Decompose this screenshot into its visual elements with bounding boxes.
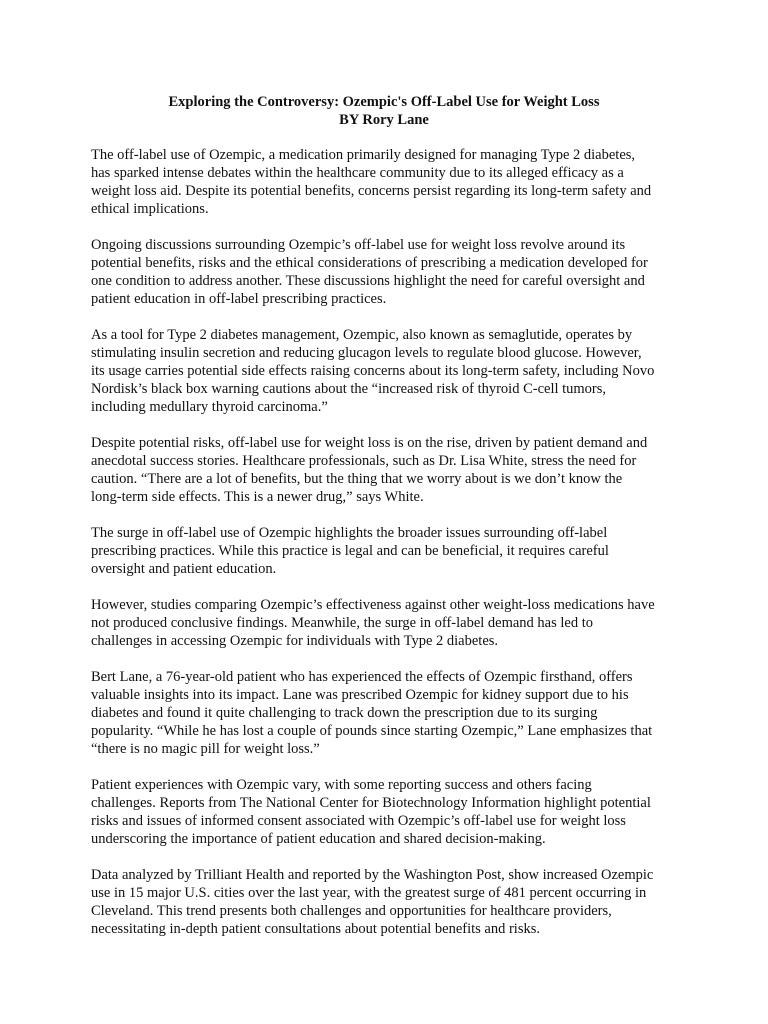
text-line: Bert Lane, a 76-year-old patient who has experienced the effects of Ozempic firsthand, offers xyxy=(91,669,633,685)
text-line: necessitating in-depth patient consultations about potential benefits and risks. xyxy=(91,921,540,937)
text-line: Cleveland. This trend presents both challenges and opportunities for healthcare providers, xyxy=(91,903,612,919)
text-line: risks and issues of informed consent associated with Ozempic’s off-label use for weight loss xyxy=(91,813,626,829)
paragraph-4 xyxy=(91,434,691,506)
text-line: not produced conclusive findings. Meanwhile, the surge in off-label demand has led to xyxy=(91,615,594,631)
text-line: oversight and patient education. xyxy=(91,561,277,577)
text-line: anecdotal success stories. Healthcare professionals, such as Dr. Lisa White, stress the need for xyxy=(91,453,637,469)
paragraph-7 xyxy=(91,668,691,758)
text-line: diabetes and found it quite challenging to track down the prescription due to its surging xyxy=(91,705,598,721)
text-line: popularity. “While he has lost a couple of pounds since starting Ozempic,” Lane emphasizes that xyxy=(91,723,653,739)
text-line: Patient experiences with Ozempic vary, with some reporting success and others facing xyxy=(91,777,592,793)
paragraph-6 xyxy=(91,596,691,650)
text-line: challenges. Reports from The National Center for Biotechnology Information highlight potential xyxy=(91,795,651,811)
text-line: long-term side effects. This is a newer drug,” says White. xyxy=(91,489,424,505)
text-line: Nordisk’s black box warning cautions about the “increased risk of thyroid C-cell tumors, xyxy=(91,381,607,397)
text-line: weight loss aid. Despite its potential benefits, concerns persist regarding its long-term safety and xyxy=(91,183,652,199)
paragraph-9 xyxy=(91,866,691,938)
article-title: Exploring the Controversy: Ozempic's Off-Label Use for Weight Loss xyxy=(168,94,600,110)
paragraph-1 xyxy=(91,146,691,218)
text-line: caution. “There are a lot of benefits, but the thing that we worry about is we don’t know the xyxy=(91,471,623,487)
text-line: The off-label use of Ozempic, a medication primarily designed for managing Type 2 diabetes, xyxy=(91,147,636,163)
text-line: As a tool for Type 2 diabetes management, Ozempic, also known as semaglutide, operates by xyxy=(91,327,633,343)
text-line: Ongoing discussions surrounding Ozempic’s off-label use for weight loss revolve around its xyxy=(91,237,626,253)
paragraph-3 xyxy=(91,326,691,416)
article-body xyxy=(91,146,691,956)
text-line: ethical implications. xyxy=(91,201,209,217)
text-line: prescribing practices. While this practice is legal and can be beneficial, it requires careful xyxy=(91,543,609,559)
text-line: its usage carries potential side effects raising concerns about its long-term safety, including Novo xyxy=(91,363,655,379)
text-line: one condition to address another. These discussions highlight the need for careful oversight and xyxy=(91,273,645,289)
text-line: use in 15 major U.S. cities over the last year, with the greatest surge of 481 percent occurring in xyxy=(91,885,647,901)
article-byline: BY Rory Lane xyxy=(339,112,429,128)
text-line: The surge in off-label use of Ozempic highlights the broader issues surrounding off-label xyxy=(91,525,608,541)
text-line: challenges in accessing Ozempic for individuals with Type 2 diabetes. xyxy=(91,633,499,649)
article-header xyxy=(60,93,708,129)
text-line: However, studies comparing Ozempic’s effectiveness against other weight-loss medications have xyxy=(91,597,655,613)
text-line: “there is no magic pill for weight loss.” xyxy=(91,741,320,757)
text-line: underscoring the importance of patient education and shared decision-making. xyxy=(91,831,546,847)
text-line: Data analyzed by Trilliant Health and reported by the Washington Post, show increased Ozempic xyxy=(91,867,654,883)
text-line: patient education in off-label prescribing practices. xyxy=(91,291,387,307)
paragraph-8 xyxy=(91,776,691,848)
text-line: stimulating insulin secretion and reducing glucagon levels to regulate blood glucose. However, xyxy=(91,345,642,361)
text-line: potential benefits, risks and the ethical considerations of prescribing a medication developed for xyxy=(91,255,648,271)
paragraph-2 xyxy=(91,236,691,308)
text-line: Despite potential risks, off-label use for weight loss is on the rise, driven by patient demand and xyxy=(91,435,648,451)
text-line: has sparked intense debates within the healthcare community due to its alleged efficacy as a xyxy=(91,165,624,181)
text-line: including medullary thyroid carcinoma.” xyxy=(91,399,328,415)
text-line: valuable insights into its impact. Lane was prescribed Ozempic for kidney support due to his xyxy=(91,687,629,703)
paragraph-5 xyxy=(91,524,691,578)
